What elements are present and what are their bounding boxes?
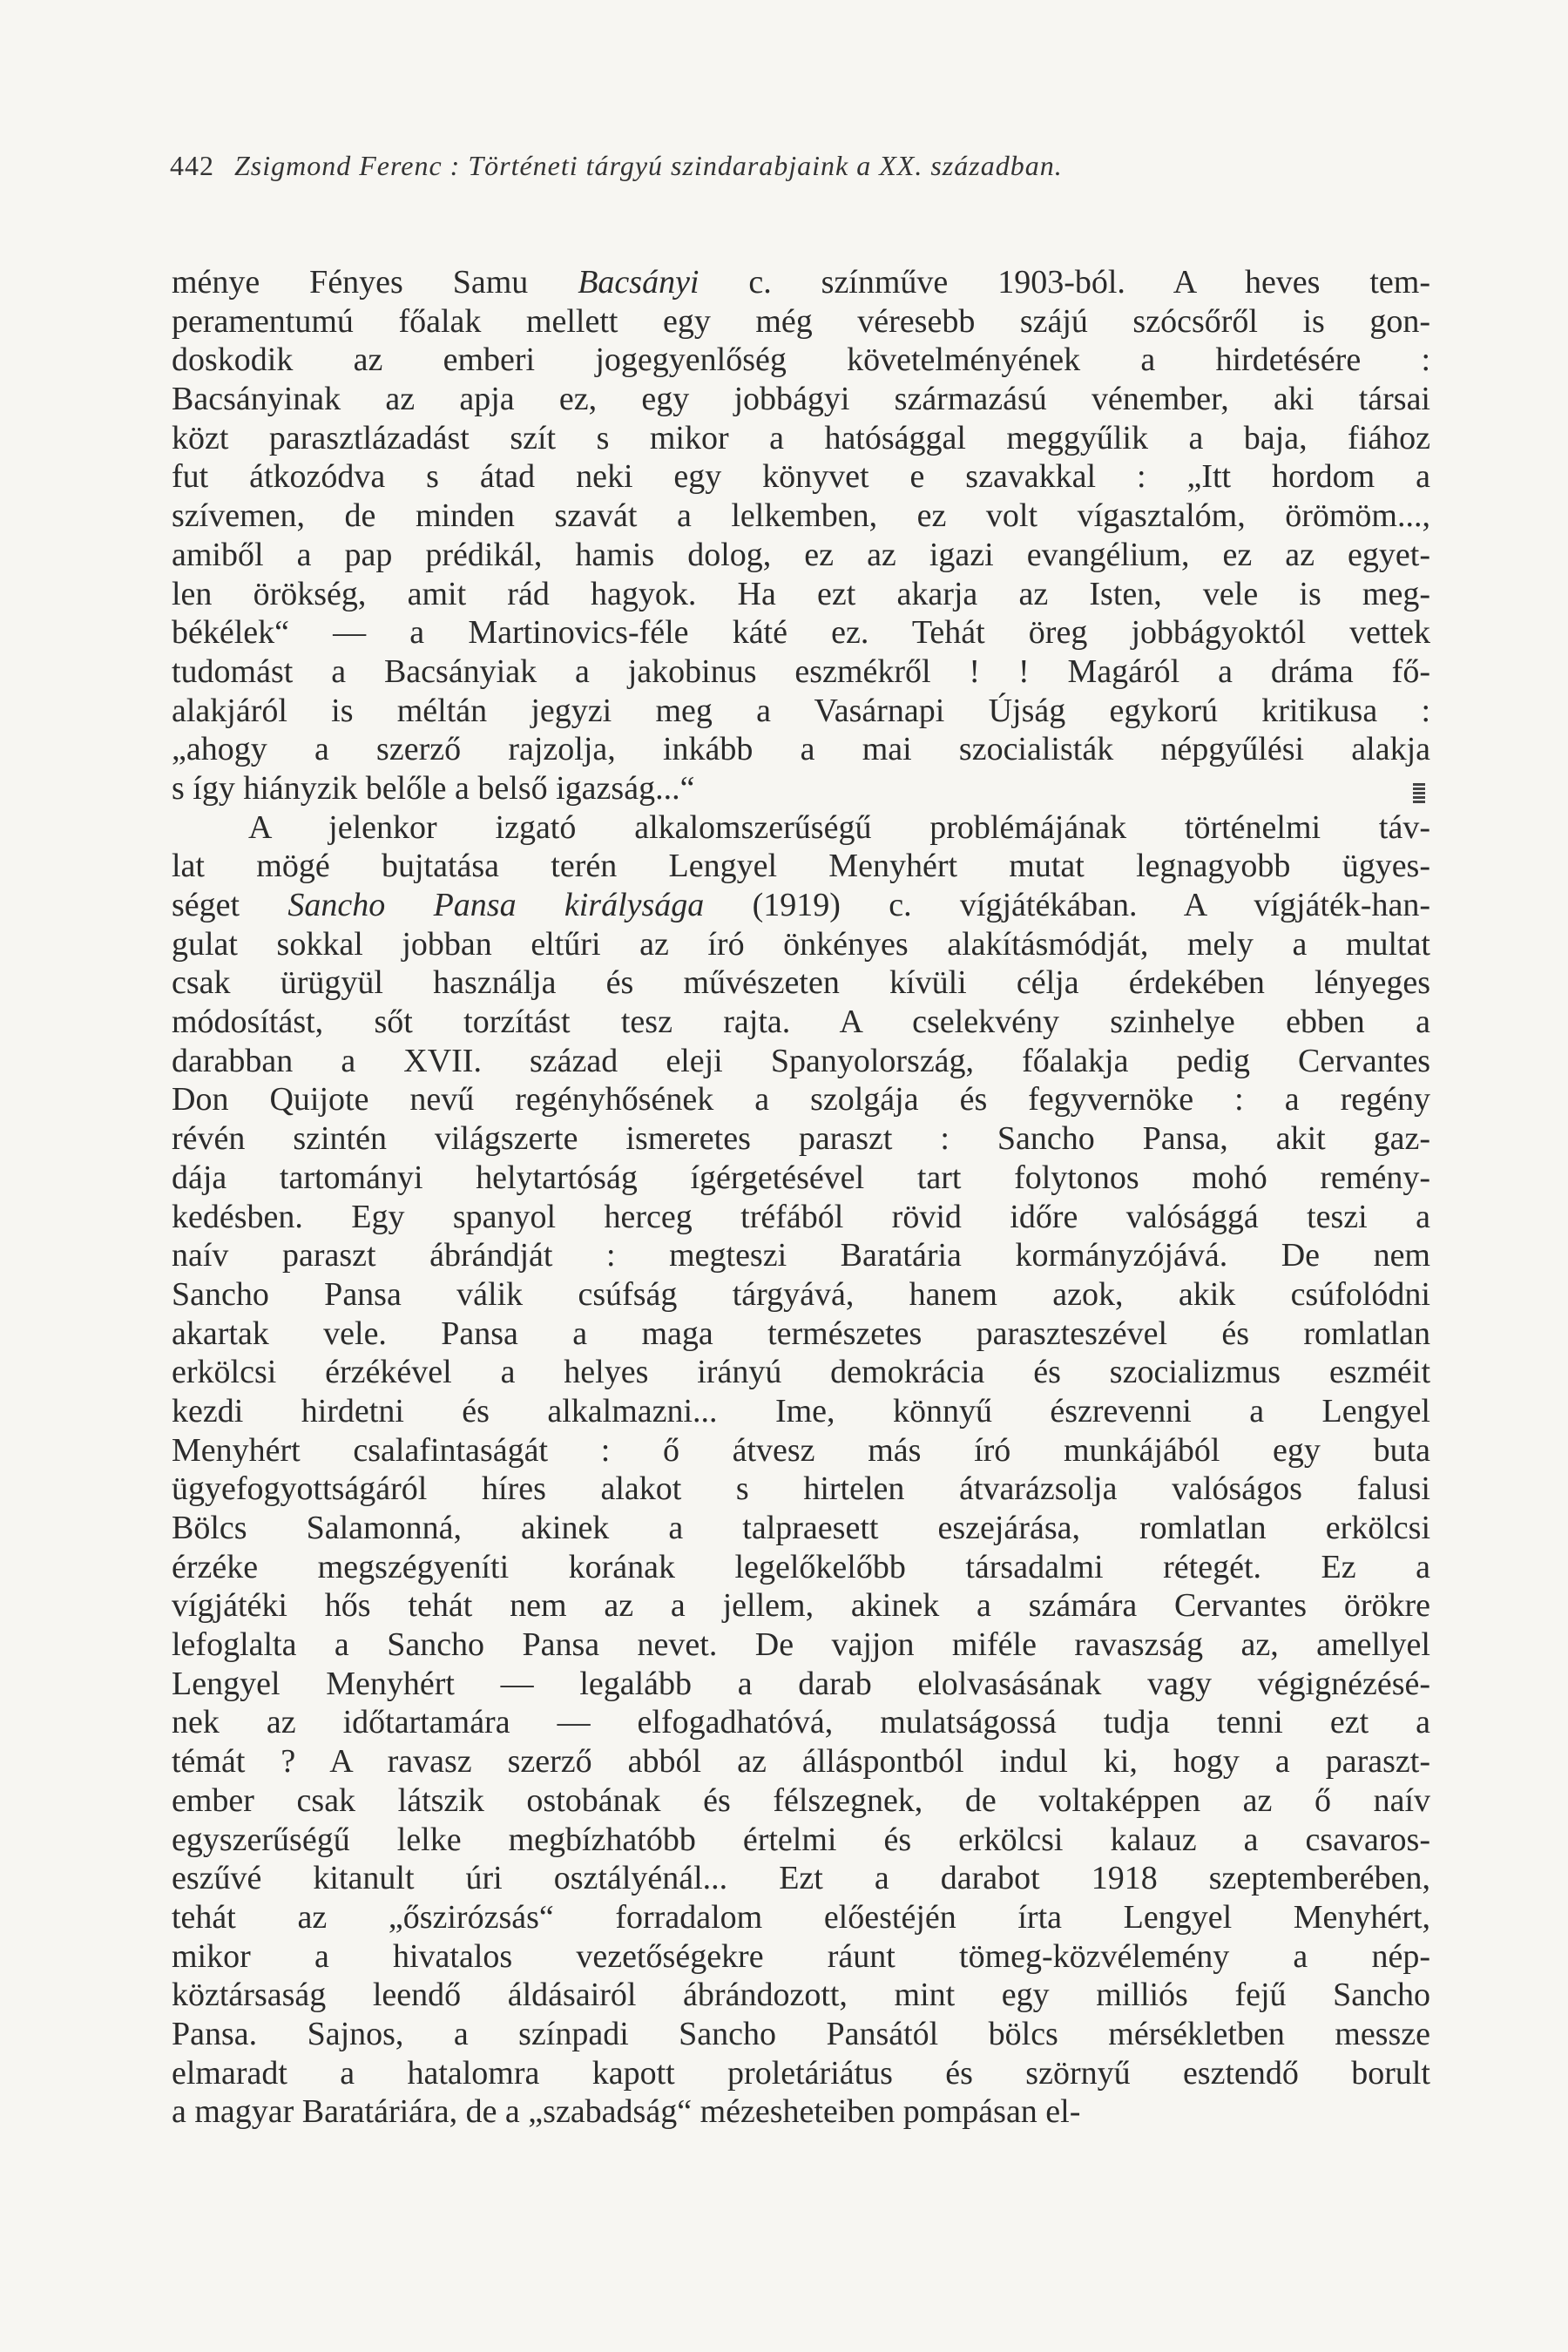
text-line: [172, 963, 1430, 1003]
text-segment: doskodik az emberi jogegyenlőség követelményének a hirdetésére :: [172, 341, 1430, 379]
text-segment: alakjáról is méltán jegyzi meg a Vasárnapi Újság egykorú kritikusa :: [172, 692, 1430, 729]
text-segment: (1919) c. vígjátékában. A vígjáték-han-: [704, 887, 1430, 923]
text-line: [172, 1586, 1430, 1625]
text-line: [172, 1470, 1430, 1509]
text-segment: vígjátéki hős tehát nem az a jellem, akinek a számára Cervantes örökre: [172, 1587, 1430, 1625]
text-segment: Don Quijote nevű regényhősének a szolgája és fegyvernöke : a regény: [172, 1081, 1430, 1119]
text-segment: módosítást, sőt torzítást tesz rajta. A cselekvény szinhelye ebben a: [172, 1004, 1430, 1041]
text-segment: Bölcs Salamonná, akinek a talpraesett eszejárása, romlatlan erkölcsi: [172, 1510, 1430, 1546]
text-line: [172, 419, 1430, 458]
text-line: [172, 925, 1430, 964]
text-line: [172, 1275, 1430, 1315]
text-segment: közt parasztlázadást szít s mikor a hatósággal meggyűlik a baja, fiához: [172, 419, 1430, 456]
text-segment: érzéke megszégyeníti korának legelőkelőbb társadalmi rétegét. Ez a: [172, 1548, 1430, 1585]
text-line: [172, 1198, 1430, 1237]
body-text: [172, 263, 1430, 2132]
page-number: 442: [170, 150, 214, 181]
text-segment: ménye Fényes Samu: [172, 264, 578, 301]
text-segment: peramentumú főalak mellett egy még véresebb szájú szócsőről is gon-: [172, 302, 1430, 340]
text-segment: tudomást a Bacsányiak a jakobinus eszmékről ! ! Magáról a dráma fő-: [172, 652, 1430, 690]
text-line: [172, 1353, 1430, 1392]
text-segment: egyszerűségű lelke megbízhatóbb értelmi és erkölcsi kalauz a csavaros-: [172, 1821, 1430, 1858]
text-segment: tehát az „őszirózsás“ forradalom előestéjén írta Lengyel Menyhért,: [172, 1898, 1430, 1936]
text-segment: erkölcsi érzékével a helyes irányú demokrácia és szocializmus eszméit: [172, 1354, 1430, 1391]
text-line: [172, 380, 1430, 419]
text-line: [172, 613, 1430, 652]
text-segment: Lengyel Menyhért — legalább a darab elolvasásának vagy végignézésé-: [172, 1665, 1430, 1702]
text-line: [172, 1548, 1430, 1587]
running-head: [170, 150, 1063, 182]
text-line: [172, 1859, 1430, 1898]
text-segment: akartak vele. Pansa a maga természetes paraszteszével és romlatlan: [172, 1315, 1430, 1352]
text-segment: len örökség, amit rád hagyok. Ha ezt akarja az Isten, vele is meg-: [172, 575, 1430, 612]
text-line: [172, 808, 1430, 848]
text-line: [172, 1042, 1430, 1081]
text-segment: kedésben. Egy spanyol herceg tréfából rövid időre valósággá teszi a: [172, 1198, 1430, 1235]
text-line: [172, 497, 1430, 536]
text-line: [172, 692, 1430, 731]
text-segment: amiből a pap prédikál, hamis dolog, ez az igazi evangélium, ez az egyet-: [172, 536, 1430, 573]
text-line: [172, 1821, 1430, 1860]
text-segment: ember csak látszik ostobának és félszegnek, de voltaképpen az ő naív: [172, 1781, 1430, 1819]
text-line: [172, 263, 1430, 302]
paragraph: [172, 263, 1430, 808]
running-head-title: Zsigmond Ferenc : Történeti tárgyú szindarabjaink a XX. században.: [234, 150, 1063, 181]
text-line: [172, 457, 1430, 497]
text-segment: Bacsányinak az apja ez, egy jobbágyi származású vénember, aki társai: [172, 381, 1430, 418]
text-segment: fut átkozódva s átad neki egy könyvet e szavakkal : „Itt hordom a: [172, 458, 1430, 496]
text-line: [172, 2092, 1430, 2132]
text-line: [172, 652, 1430, 692]
text-line: [172, 1665, 1430, 1704]
text-segment: Sancho Pansa válik csúfság tárgyává, hanem azok, akik csúfolódni: [172, 1275, 1430, 1313]
text-segment: eszűvé kitanult úri osztályénál... Ezt a darabot 1918 szeptemberében,: [172, 1860, 1430, 1897]
text-segment: darabban a XVII. század eleji Spanyolország, főalakja pedig Cervantes: [172, 1042, 1430, 1079]
text-segment: A jelenkor izgató alkalomszerűségű problémájának történelmi táv-: [248, 808, 1430, 846]
text-line: [172, 302, 1430, 341]
text-line: [172, 1781, 1430, 1821]
paragraph: [172, 808, 1430, 2132]
text-segment: köztársaság leendő áldásairól ábrándozott, mint egy milliós fejű Sancho: [172, 1977, 1430, 2014]
text-line: [172, 1080, 1430, 1119]
text-line: [172, 1703, 1430, 1742]
text-line: [172, 1625, 1430, 1665]
margin-mark: [1413, 782, 1425, 803]
text-line: [172, 1937, 1430, 1977]
text-segment: szívemen, de minden szavát a lelkemben, ez volt vígasztalóm, örömöm...,: [172, 497, 1430, 535]
text-segment: lefoglalta a Sancho Pansa nevet. De vajjon miféle ravaszság az, amellyel: [172, 1626, 1430, 1664]
text-line: [172, 769, 1430, 808]
text-segment: dája tartományi helytartóság ígérgetésével tart folytonos mohó remény-: [172, 1159, 1430, 1196]
text-line: [172, 1898, 1430, 1937]
text-line: [172, 1509, 1430, 1548]
text-segment: gulat sokkal jobban eltűri az író önkényes alakításmódját, mely a multat: [172, 925, 1430, 963]
text-line: [172, 1315, 1430, 1354]
text-line: [172, 886, 1430, 925]
text-line: [172, 1236, 1430, 1275]
text-line: [172, 2054, 1430, 2093]
text-segment: s így hiányzik belőle a belső igazság...“: [172, 769, 695, 807]
text-segment: révén szintén világszerte ismeretes paraszt : Sancho Pansa, akit gaz-: [172, 1120, 1430, 1158]
text-segment: nek az időtartamára — elfogadhatóvá, mulatságossá tudja tenni ezt a: [172, 1704, 1430, 1741]
text-line: [172, 1742, 1430, 1781]
text-segment: naív paraszt ábrándját : megteszi Baratária kormányzójává. De nem: [172, 1237, 1430, 1274]
text-segment: ügyefogyottságáról híres alakot s hirtelen átvarázsolja valóságos falusi: [172, 1470, 1430, 1508]
text-segment: lat mögé bujtatása terén Lengyel Menyhért mutat legnagyobb ügyes-: [172, 848, 1430, 885]
text-segment: séget: [172, 887, 288, 923]
text-line: [172, 1976, 1430, 2015]
italic-title: Sancho Pansa királysága: [287, 887, 705, 923]
text-segment: csak ürügyül használja és művészeten kívüli célja érdekében lényeges: [172, 964, 1430, 1002]
text-line: [172, 1159, 1430, 1198]
text-line: [172, 575, 1430, 614]
text-line: [172, 730, 1430, 769]
text-segment: Menyhért csalafintaságát : ő átvesz más író munkájából egy buta: [172, 1431, 1430, 1469]
text-segment: elmaradt a hatalomra kapott proletáriátus és szörnyű esztendő borult: [172, 2054, 1430, 2092]
text-segment: a magyar Baratáriára, de a „szabadság“ mézesheteiben pompásan el-: [172, 2093, 1081, 2131]
text-line: [172, 1431, 1430, 1470]
text-segment: témát ? A ravasz szerző abból az álláspontból indul ki, hogy a paraszt-: [172, 1743, 1430, 1781]
text-line: [172, 536, 1430, 575]
text-segment: mikor a hivatalos vezetőségekre ráunt tömeg-közvélemény a nép-: [172, 1937, 1430, 1975]
text-segment: c. színműve 1903-ból. A heves tem-: [699, 264, 1430, 301]
italic-title: Bacsányi: [578, 264, 700, 301]
text-segment: békélek“ — a Martinovics-féle káté ez. Tehát öreg jobbágyoktól vettek: [172, 614, 1430, 652]
text-line: [172, 1003, 1430, 1042]
text-line: [172, 1392, 1430, 1431]
text-segment: „ahogy a szerző rajzolja, inkább a mai szocialisták népgyűlési alakja: [172, 731, 1430, 768]
text-line: [172, 341, 1430, 380]
text-line: [172, 1119, 1430, 1159]
text-line: [172, 847, 1430, 886]
text-segment: kezdi hirdetni és alkalmazni... Ime, könnyű észrevenni a Lengyel: [172, 1392, 1430, 1429]
text-segment: Pansa. Sajnos, a színpadi Sancho Pansától bölcs mérsékletben messze: [172, 2015, 1430, 2052]
text-line: [172, 2015, 1430, 2054]
